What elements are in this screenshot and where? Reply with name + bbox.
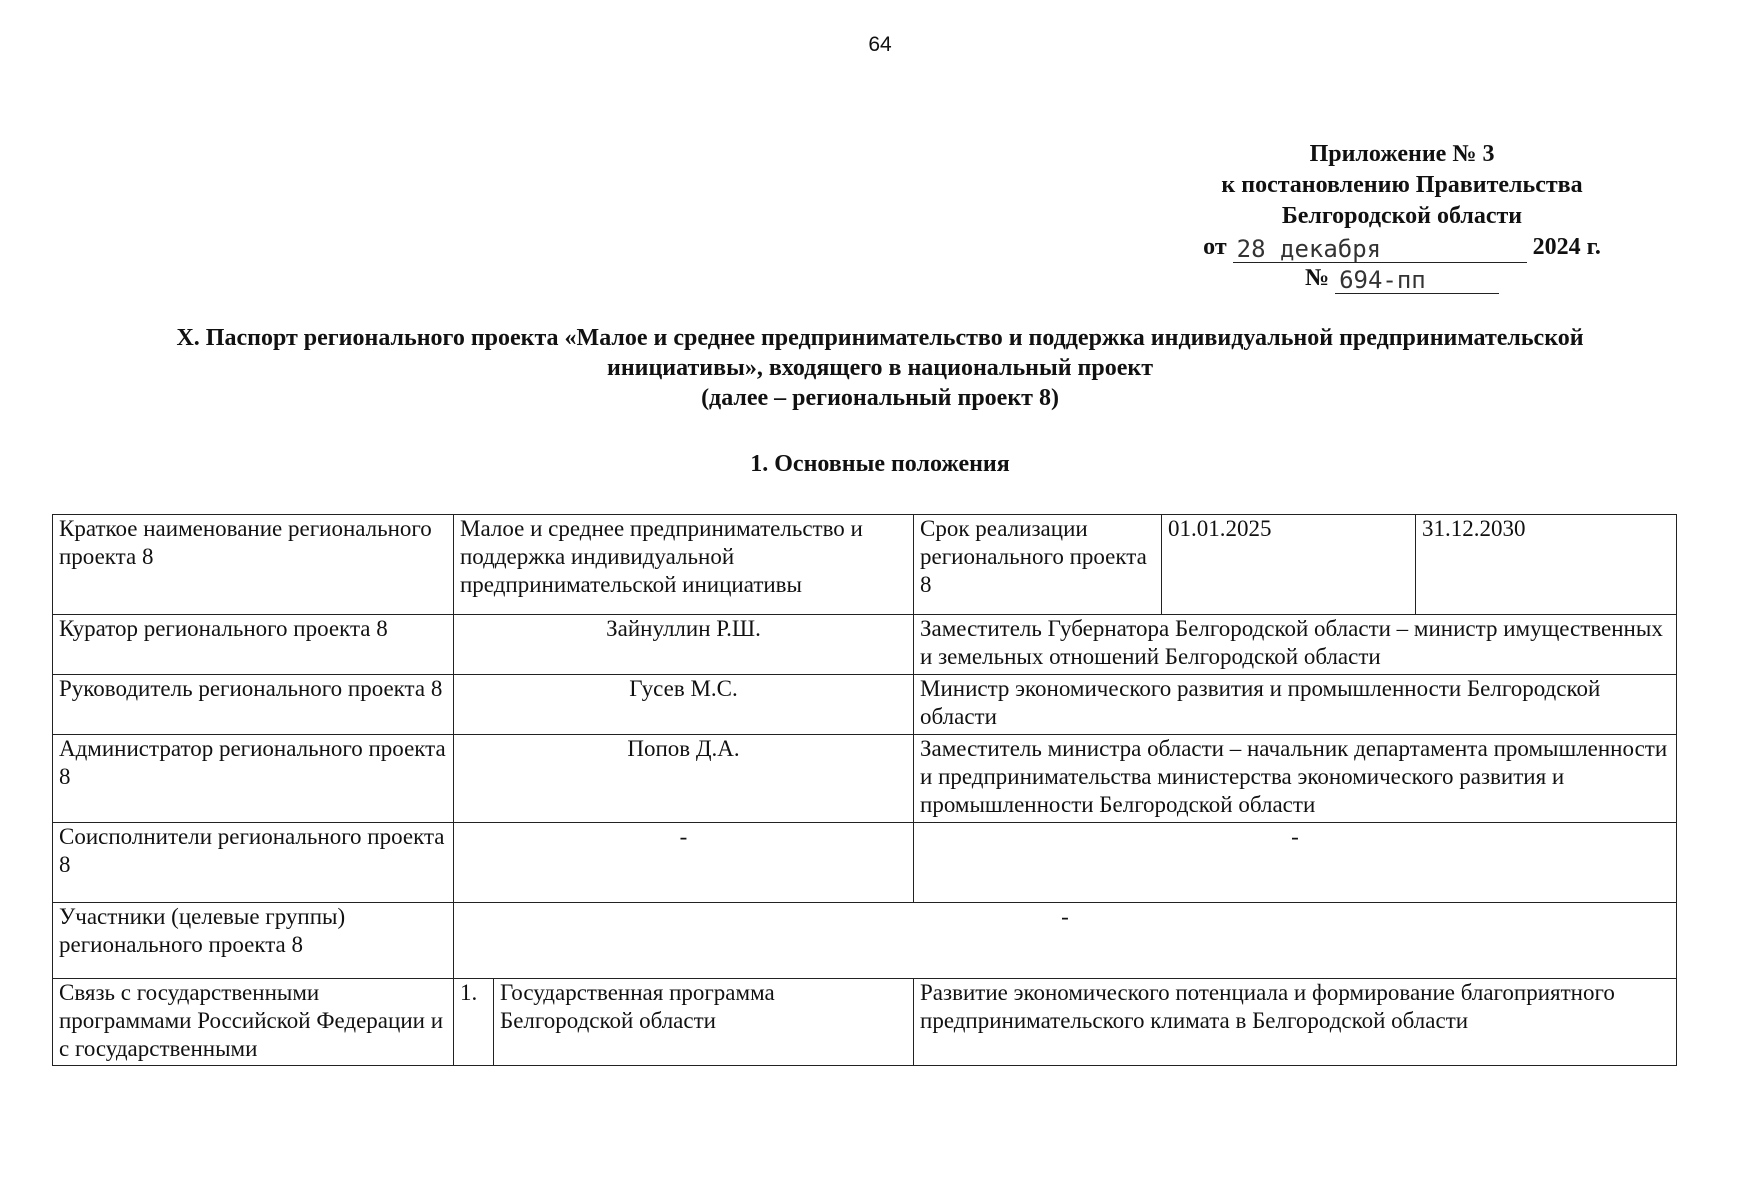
head-label: Руководитель регионального проекта 8	[53, 675, 454, 735]
link-label: Связь с государственными программами Российской Федерации и с государственными	[53, 979, 454, 1066]
table-row-coexecutors	[53, 823, 1677, 903]
term-end: 31.12.2030	[1416, 515, 1677, 615]
appendix-line-2: к постановлению Правительства	[1221, 172, 1583, 198]
short-name-label: Краткое наименование регионального проекта 8	[53, 515, 454, 615]
section-title-line-2: инициативы», входящего в национальный проект	[606, 355, 1153, 381]
head-name: Гусев М.С.	[454, 675, 914, 735]
participants-label: Участники (целевые группы) регионального проекта 8	[53, 903, 454, 979]
date-value: 28 декабря	[1233, 236, 1527, 263]
page-number: 64	[868, 33, 892, 56]
appendix-title: Приложение № 3	[1309, 141, 1495, 167]
coexec-name: -	[454, 823, 914, 903]
admin-label: Администратор регионального проекта 8	[53, 735, 454, 823]
section-title	[40, 323, 1720, 413]
appendix-date-line	[1172, 232, 1632, 263]
appendix-line-3: Белгородской области	[1281, 203, 1523, 229]
section-title-line-1: X. Паспорт регионального проекта «Малое и среднее предпринимательство и поддержка индивидуальной предпринимательской	[176, 325, 1584, 351]
short-name-value: Малое и среднее предпринимательство и поддержка индивидуальной предпринимательской инициативы	[454, 515, 914, 615]
section-title-line-3: (далее – региональный проект 8)	[701, 385, 1059, 411]
date-year: 2024 г.	[1532, 234, 1601, 260]
date-prefix: от	[1203, 234, 1227, 260]
admin-name: Попов Д.А.	[454, 735, 914, 823]
table-row-admin	[53, 735, 1677, 823]
table-row-head	[53, 675, 1677, 735]
number-prefix: №	[1304, 265, 1330, 291]
coexec-position: -	[914, 823, 1677, 903]
curator-position: Заместитель Губернатора Белгородской области – министр имущественных и земельных отношений Белгородской области	[914, 615, 1677, 675]
curator-name: Зайнуллин Р.Ш.	[454, 615, 914, 675]
link-program: Государственная программа Белгородской области	[494, 979, 914, 1066]
link-index: 1.	[454, 979, 494, 1066]
term-label: Срок реализации регионального проекта 8	[914, 515, 1162, 615]
head-position: Министр экономического развития и промышленности Белгородской области	[914, 675, 1677, 735]
curator-label: Куратор регионального проекта 8	[53, 615, 454, 675]
subsection-title: 1. Основные положения	[750, 451, 1010, 477]
admin-position: Заместитель министра области – начальник департамента промышленности и предпринимательства министерства экономического развития и промышленности Белгородской области	[914, 735, 1677, 823]
coexec-label: Соисполнители регионального проекта 8	[53, 823, 454, 903]
table-row-program-link	[53, 979, 1677, 1066]
appendix-header	[1172, 139, 1632, 294]
participants-value: -	[454, 903, 1677, 979]
table-row-curator	[53, 615, 1677, 675]
term-start: 01.01.2025	[1162, 515, 1416, 615]
table-row-participants	[53, 903, 1677, 979]
link-program-name: Развитие экономического потенциала и формирование благоприятного предпринимательского климата в Белгородской области	[914, 979, 1677, 1066]
main-provisions-table	[52, 514, 1677, 1066]
table-row-short-name	[53, 515, 1677, 615]
number-value: 694-пп	[1335, 267, 1499, 294]
appendix-number-line	[1172, 263, 1632, 294]
